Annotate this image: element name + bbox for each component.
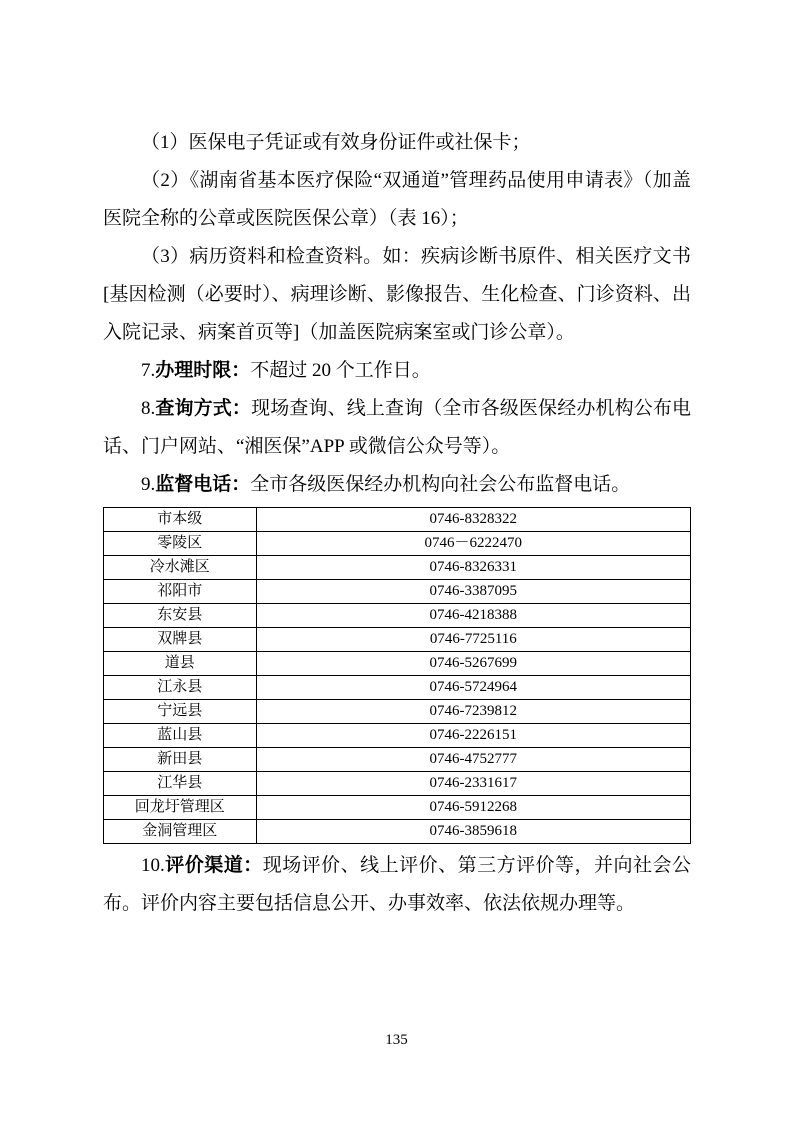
item-10-label: 评价渠道： <box>164 855 263 876</box>
item-7-text: 不超过 20 个工作日。 <box>250 360 431 381</box>
phone-cell: 0746-3387095 <box>256 580 690 604</box>
phone-cell: 0746-5724964 <box>256 676 690 700</box>
table-row <box>104 724 691 748</box>
paragraph-item-3: （3）病历资料和检查资料。如：疾病诊断书原件、相关医疗文书[基因检测（必要时）、病理诊断、影像报告、生化检查、门诊资料、出入院记录、病案首页等]（加盖医院病案室或门诊公章）。 <box>103 246 691 343</box>
district-cell: 道县 <box>104 652 257 676</box>
table-row <box>104 796 691 820</box>
district-cell: 祁阳市 <box>104 580 257 604</box>
table-row <box>104 820 691 844</box>
paragraph-item-10 <box>103 847 691 923</box>
phone-cell: 0746-4752777 <box>256 748 690 772</box>
phone-cell: 0746-2331617 <box>256 772 690 796</box>
phone-cell: 0746-3859618 <box>256 820 690 844</box>
item-8-label: 查询方式： <box>155 398 252 419</box>
paragraph-item-8 <box>103 390 691 466</box>
table-row <box>104 772 691 796</box>
district-cell: 金洞管理区 <box>104 820 257 844</box>
district-cell: 蓝山县 <box>104 724 257 748</box>
item-9-number: 9. <box>141 474 156 495</box>
supervision-phone-table <box>103 507 691 844</box>
phone-cell: 0746-4218388 <box>256 604 690 628</box>
table-row <box>104 556 691 580</box>
district-cell: 江永县 <box>104 676 257 700</box>
phone-table-body <box>104 508 691 844</box>
table-row <box>104 604 691 628</box>
district-cell: 宁远县 <box>104 700 257 724</box>
item-8-text: 现场查询、线上查询（全市各级医保经办机构公布电话、门户网站、“湘医保”APP 或微信公众号等）。 <box>103 398 691 457</box>
page-number: 135 <box>385 1032 408 1048</box>
item-8-number: 8. <box>141 398 156 419</box>
table-row <box>104 748 691 772</box>
district-cell: 冷水滩区 <box>104 556 257 580</box>
phone-cell: 0746－6222470 <box>256 532 690 556</box>
item-10-number: 10. <box>141 855 165 876</box>
table-row <box>104 652 691 676</box>
district-cell: 回龙圩管理区 <box>104 796 257 820</box>
paragraph-item-7 <box>103 352 691 390</box>
phone-cell: 0746-7239812 <box>256 700 690 724</box>
item-9-label: 监督电话： <box>155 474 251 495</box>
district-cell: 零陵区 <box>104 532 257 556</box>
district-cell: 市本级 <box>104 508 257 532</box>
table-row <box>104 700 691 724</box>
district-cell: 双牌县 <box>104 628 257 652</box>
table-row <box>104 532 691 556</box>
phone-cell: 0746-7725116 <box>256 628 690 652</box>
table-row <box>104 676 691 700</box>
table-row <box>104 580 691 604</box>
item-7-label: 办理时限： <box>155 360 251 381</box>
district-cell: 东安县 <box>104 604 257 628</box>
paragraph-item-2: （2）《湖南省基本医疗保险“双通道”管理药品使用申请表》（加盖医院全称的公章或医院医保公章）（表 16）； <box>103 170 691 229</box>
district-cell: 新田县 <box>104 748 257 772</box>
phone-cell: 0746-8326331 <box>256 556 690 580</box>
item-7-number: 7. <box>141 360 156 381</box>
district-cell: 江华县 <box>104 772 257 796</box>
phone-cell: 0746-2226151 <box>256 724 690 748</box>
paragraph-item-1: （1）医保电子凭证或有效身份证件或社保卡； <box>141 132 531 153</box>
item-10-text: 现场评价、线上评价、第三方评价等，并向社会公布。评价内容主要包括信息公开、办事效率、依法依规办理等。 <box>103 855 691 914</box>
item-9-text: 全市各级医保经办机构向社会公布监督电话。 <box>250 474 631 495</box>
phone-cell: 0746-8328322 <box>256 508 690 532</box>
phone-cell: 0746-5267699 <box>256 652 690 676</box>
table-row <box>104 628 691 652</box>
paragraph-item-9 <box>103 466 691 504</box>
table-row <box>104 508 691 532</box>
document-content <box>103 124 691 923</box>
phone-cell: 0746-5912268 <box>256 796 690 820</box>
